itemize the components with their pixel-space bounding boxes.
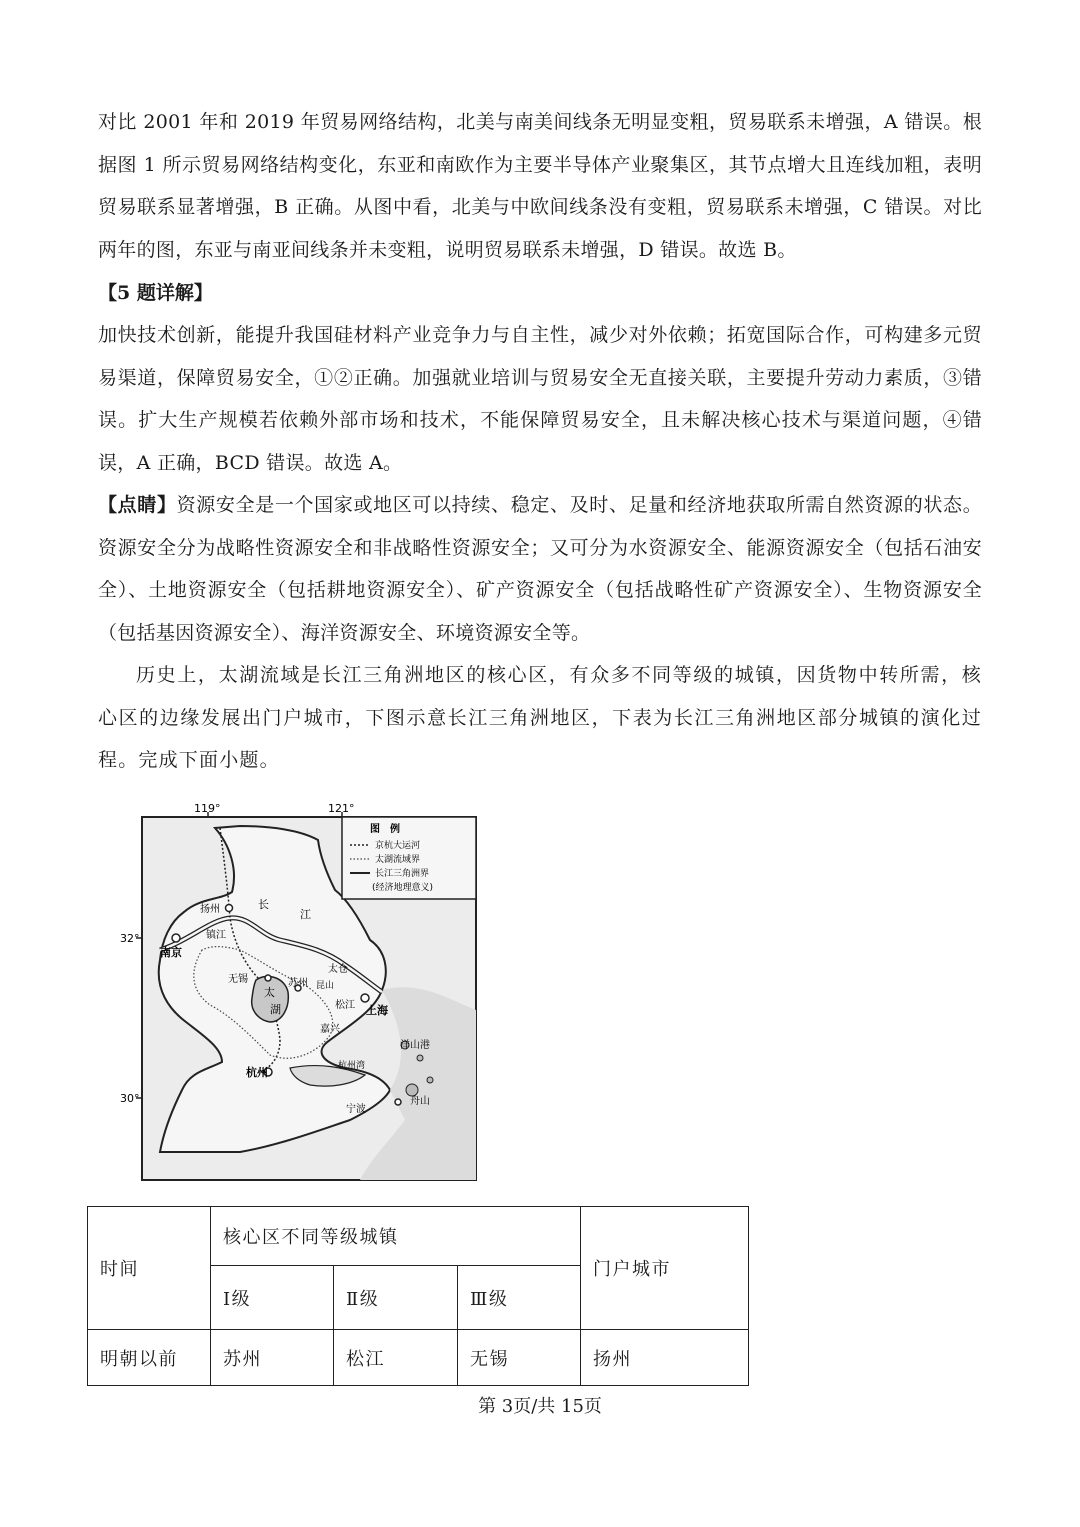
- answer-paragraph-q4: 对比 2001 年和 2019 年贸易网络结构，北美与南美间线条无明显变粗，贸易联系未增强，A 错误。根据图 1 所示贸易网络结构变化，东亚和南欧作为主要半导体产业聚集区，其节点增大且连线加粗，表明贸易联系显著增强，B 正确。从图中看，北美与中欧间线条没有变粗，贸易联系未增强，C 错误。对比两年的图，东亚与南亚间线条并未变粗，说明贸易联系未增强，D 错误。故选 B。: [98, 111, 982, 261]
- q5-heading: 【5 题详解】: [98, 282, 213, 304]
- legend-delta: 长江三角洲界: [375, 869, 430, 879]
- label-yangshan: 洋山港: [400, 1040, 430, 1051]
- gateway-city-header: 门户城市: [581, 1207, 749, 1330]
- lon-121-label: 121°: [328, 802, 355, 815]
- label-yangtze-1: 长: [258, 898, 269, 911]
- label-yangtze-2: 江: [300, 908, 311, 921]
- label-zhenjiang: 镇江: [206, 930, 226, 941]
- level-2-header: Ⅱ级: [334, 1266, 458, 1330]
- lon-119-label: 119°: [194, 802, 221, 815]
- lat-30-label: 30°: [120, 1092, 140, 1105]
- label-taicang: 太仓: [328, 964, 348, 975]
- yangtze-delta-map: [120, 800, 480, 1185]
- label-yangzhou: 扬州: [200, 904, 220, 915]
- table-row: [88, 1330, 749, 1386]
- label-taihu-1: 太: [264, 986, 275, 999]
- legend-title: 图 例: [370, 824, 400, 835]
- core-towns-header: 核心区不同等级城镇: [211, 1207, 581, 1266]
- lat-32-label: 32°: [120, 932, 140, 945]
- label-songjiang: 松江: [335, 1000, 355, 1011]
- label-jiaxing: 嘉兴: [320, 1024, 340, 1035]
- time-header: 时间: [88, 1207, 211, 1330]
- level-1-header: Ⅰ级: [211, 1266, 334, 1330]
- town-evolution-table: [87, 1206, 749, 1386]
- row-time: 明朝以前: [88, 1330, 211, 1386]
- label-hangzhou: 杭州: [246, 1066, 268, 1079]
- row-gateway: 扬州: [581, 1330, 749, 1386]
- page-number-footer: 第 3页/共 15页: [478, 1396, 602, 1417]
- legend-canal: 京杭大运河: [375, 841, 421, 851]
- label-shanghai: 上海: [366, 1004, 388, 1017]
- dianjing-text: 资源安全是一个国家或地区可以持续、稳定、及时、足量和经济地获取所需自然资源的状态。资源安全分为战略性资源安全和非战略性资源安全；又可分为水资源安全、能源资源安全（包括石油安全）、土地资源安全（包括耕地资源安全）、矿产资源安全（包括战略性矿产资源安全）、生物资源安全（包括基因资源安全）、海洋资源安全、环境资源安全等。: [98, 494, 982, 644]
- level-3-header: Ⅲ级: [458, 1266, 581, 1330]
- label-zhoushan: 舟山: [410, 1096, 430, 1107]
- label-hangzhou-bay: 杭州湾: [338, 1061, 366, 1071]
- label-suzhou: 苏州: [288, 978, 308, 989]
- row-level-3: 无锡: [458, 1330, 581, 1386]
- label-nanjing: 南京: [160, 946, 182, 959]
- dianjing-label: 【点睛】: [98, 494, 177, 516]
- map-svg: [120, 800, 480, 1185]
- label-kunshan: 昆山: [316, 981, 335, 991]
- label-ningbo: 宁波: [346, 1104, 366, 1115]
- dianjing-paragraph: [98, 484, 982, 654]
- row-level-2: 松江: [334, 1330, 458, 1386]
- legend-delta-note: (经济地理意义): [372, 883, 434, 893]
- label-taihu-2: 湖: [270, 1003, 281, 1016]
- answer-paragraph-q5: 加快技术创新，能提升我国硅材料产业竞争力与自主性，减少对外依赖；拓宽国际合作，可构建多元贸易渠道，保障贸易安全，①②正确。加强就业培训与贸易安全无直接关联，主要提升劳动力素质，③错误。扩大生产规模若依赖外部市场和技术，不能保障贸易安全，且未解决核心技术与渠道问题，④错误，A 正确，BCD 错误。故选 A。: [98, 324, 982, 474]
- question-intro-paragraph: 历史上，太湖流域是长江三角洲地区的核心区，有众多不同等级的城镇，因货物中转所需，核心区的边缘发展出门户城市，下图示意长江三角洲地区，下表为长江三角洲地区部分城镇的演化过程。完成下面小题。: [98, 664, 982, 771]
- legend-taihu: 太湖流域界: [375, 855, 421, 865]
- label-wuxi: 无锡: [228, 974, 248, 985]
- row-level-1: 苏州: [211, 1330, 334, 1386]
